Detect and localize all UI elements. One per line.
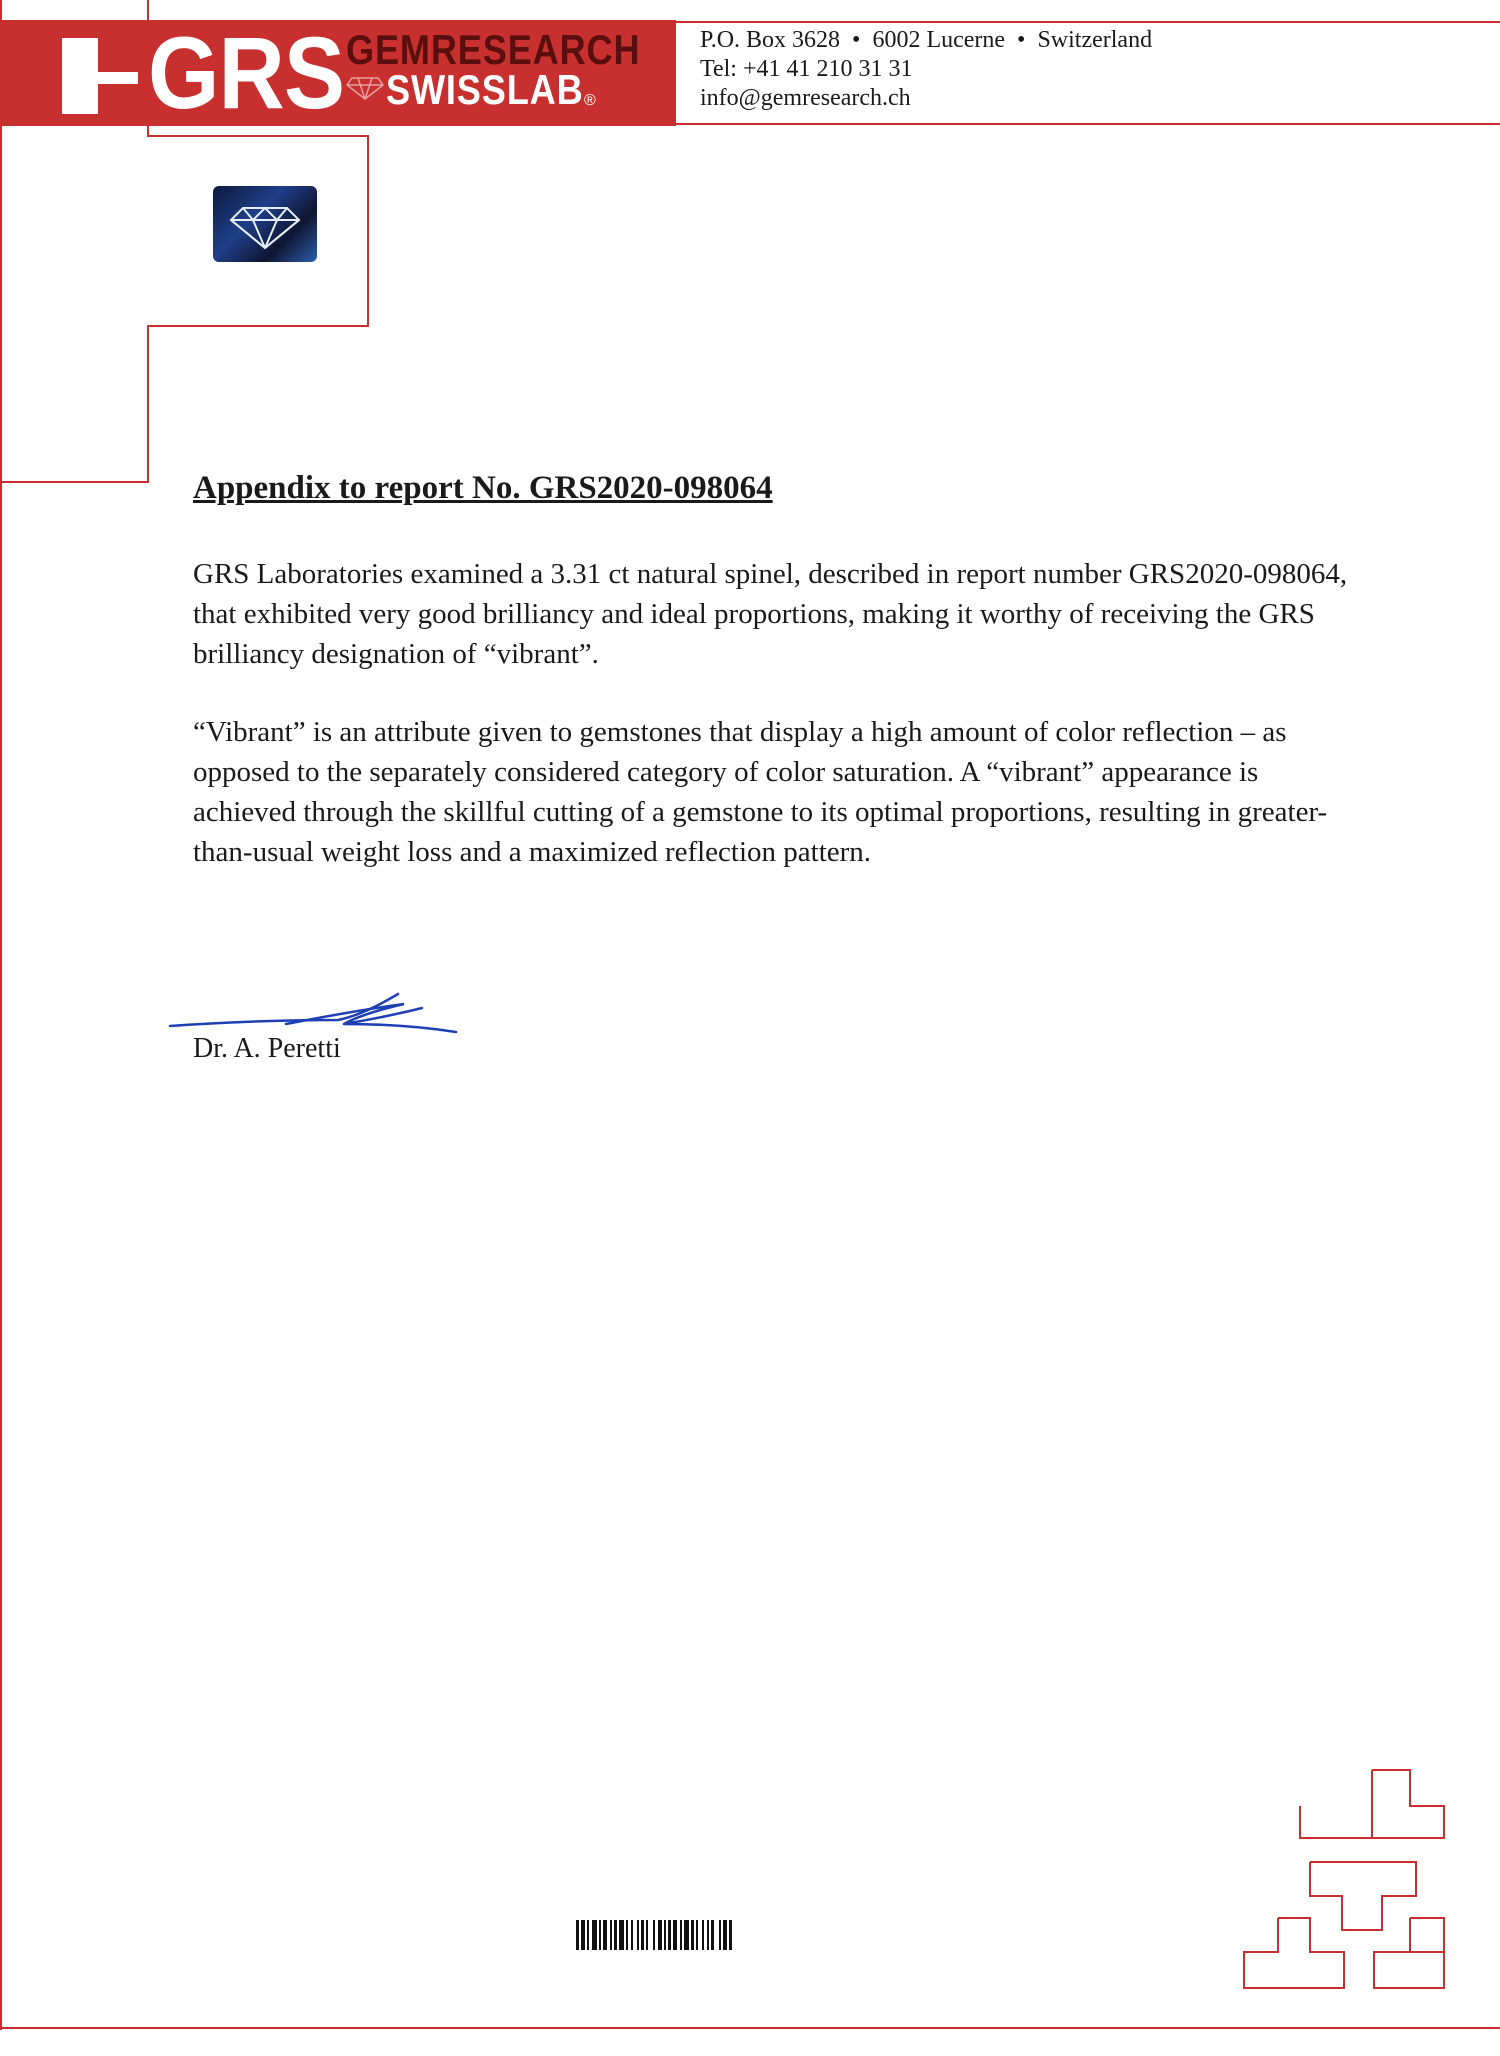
swiss-cross-icon [62, 38, 138, 114]
country: Switzerland [1037, 27, 1153, 53]
address-line [700, 26, 1152, 55]
email: info@gemresearch.ch [700, 85, 911, 111]
logo-swisslab: SWISSLAB [386, 66, 584, 113]
barcode [576, 1920, 896, 1950]
signer-name: Dr. A. Peretti [193, 1033, 341, 1064]
paragraph-1: GRS Laboratories examined a 3.31 ct natural spinel, described in report number GRS2020-098064, that exhibited very good brilliancy and ideal proportions, making it worthy of receiving the GRS brilliancy designation of “vibrant”. [193, 558, 1348, 670]
page-title: Appendix to report No. GRS2020-098064 [193, 470, 773, 506]
telephone: Tel: +41 41 210 31 31 [700, 56, 913, 82]
diamond-hologram-icon [213, 186, 317, 262]
registered-mark: ® [584, 92, 596, 109]
bullet-separator: • [852, 27, 861, 53]
diamond-icon [346, 76, 384, 100]
city: 6002 Lucerne [872, 27, 1006, 53]
paragraph-2: “Vibrant” is an attribute given to gemstones that display a high amount of color reflection – as opposed to the separately considered category of color saturation. A “vibrant” appearance is achieved through the skillful cutting of a gemstone to its optimal proportions, resulting in greater-than-usual weight loss and a maximized reflection pattern. [193, 716, 1328, 868]
bullet-separator: • [1017, 27, 1026, 53]
barcode-gap [732, 1920, 734, 1950]
po-box: P.O. Box 3628 [700, 27, 841, 53]
logo-grs: GRS [148, 16, 345, 130]
logo-gemresearch: GEMRESEARCH [346, 26, 641, 73]
contact-block [700, 26, 1152, 113]
